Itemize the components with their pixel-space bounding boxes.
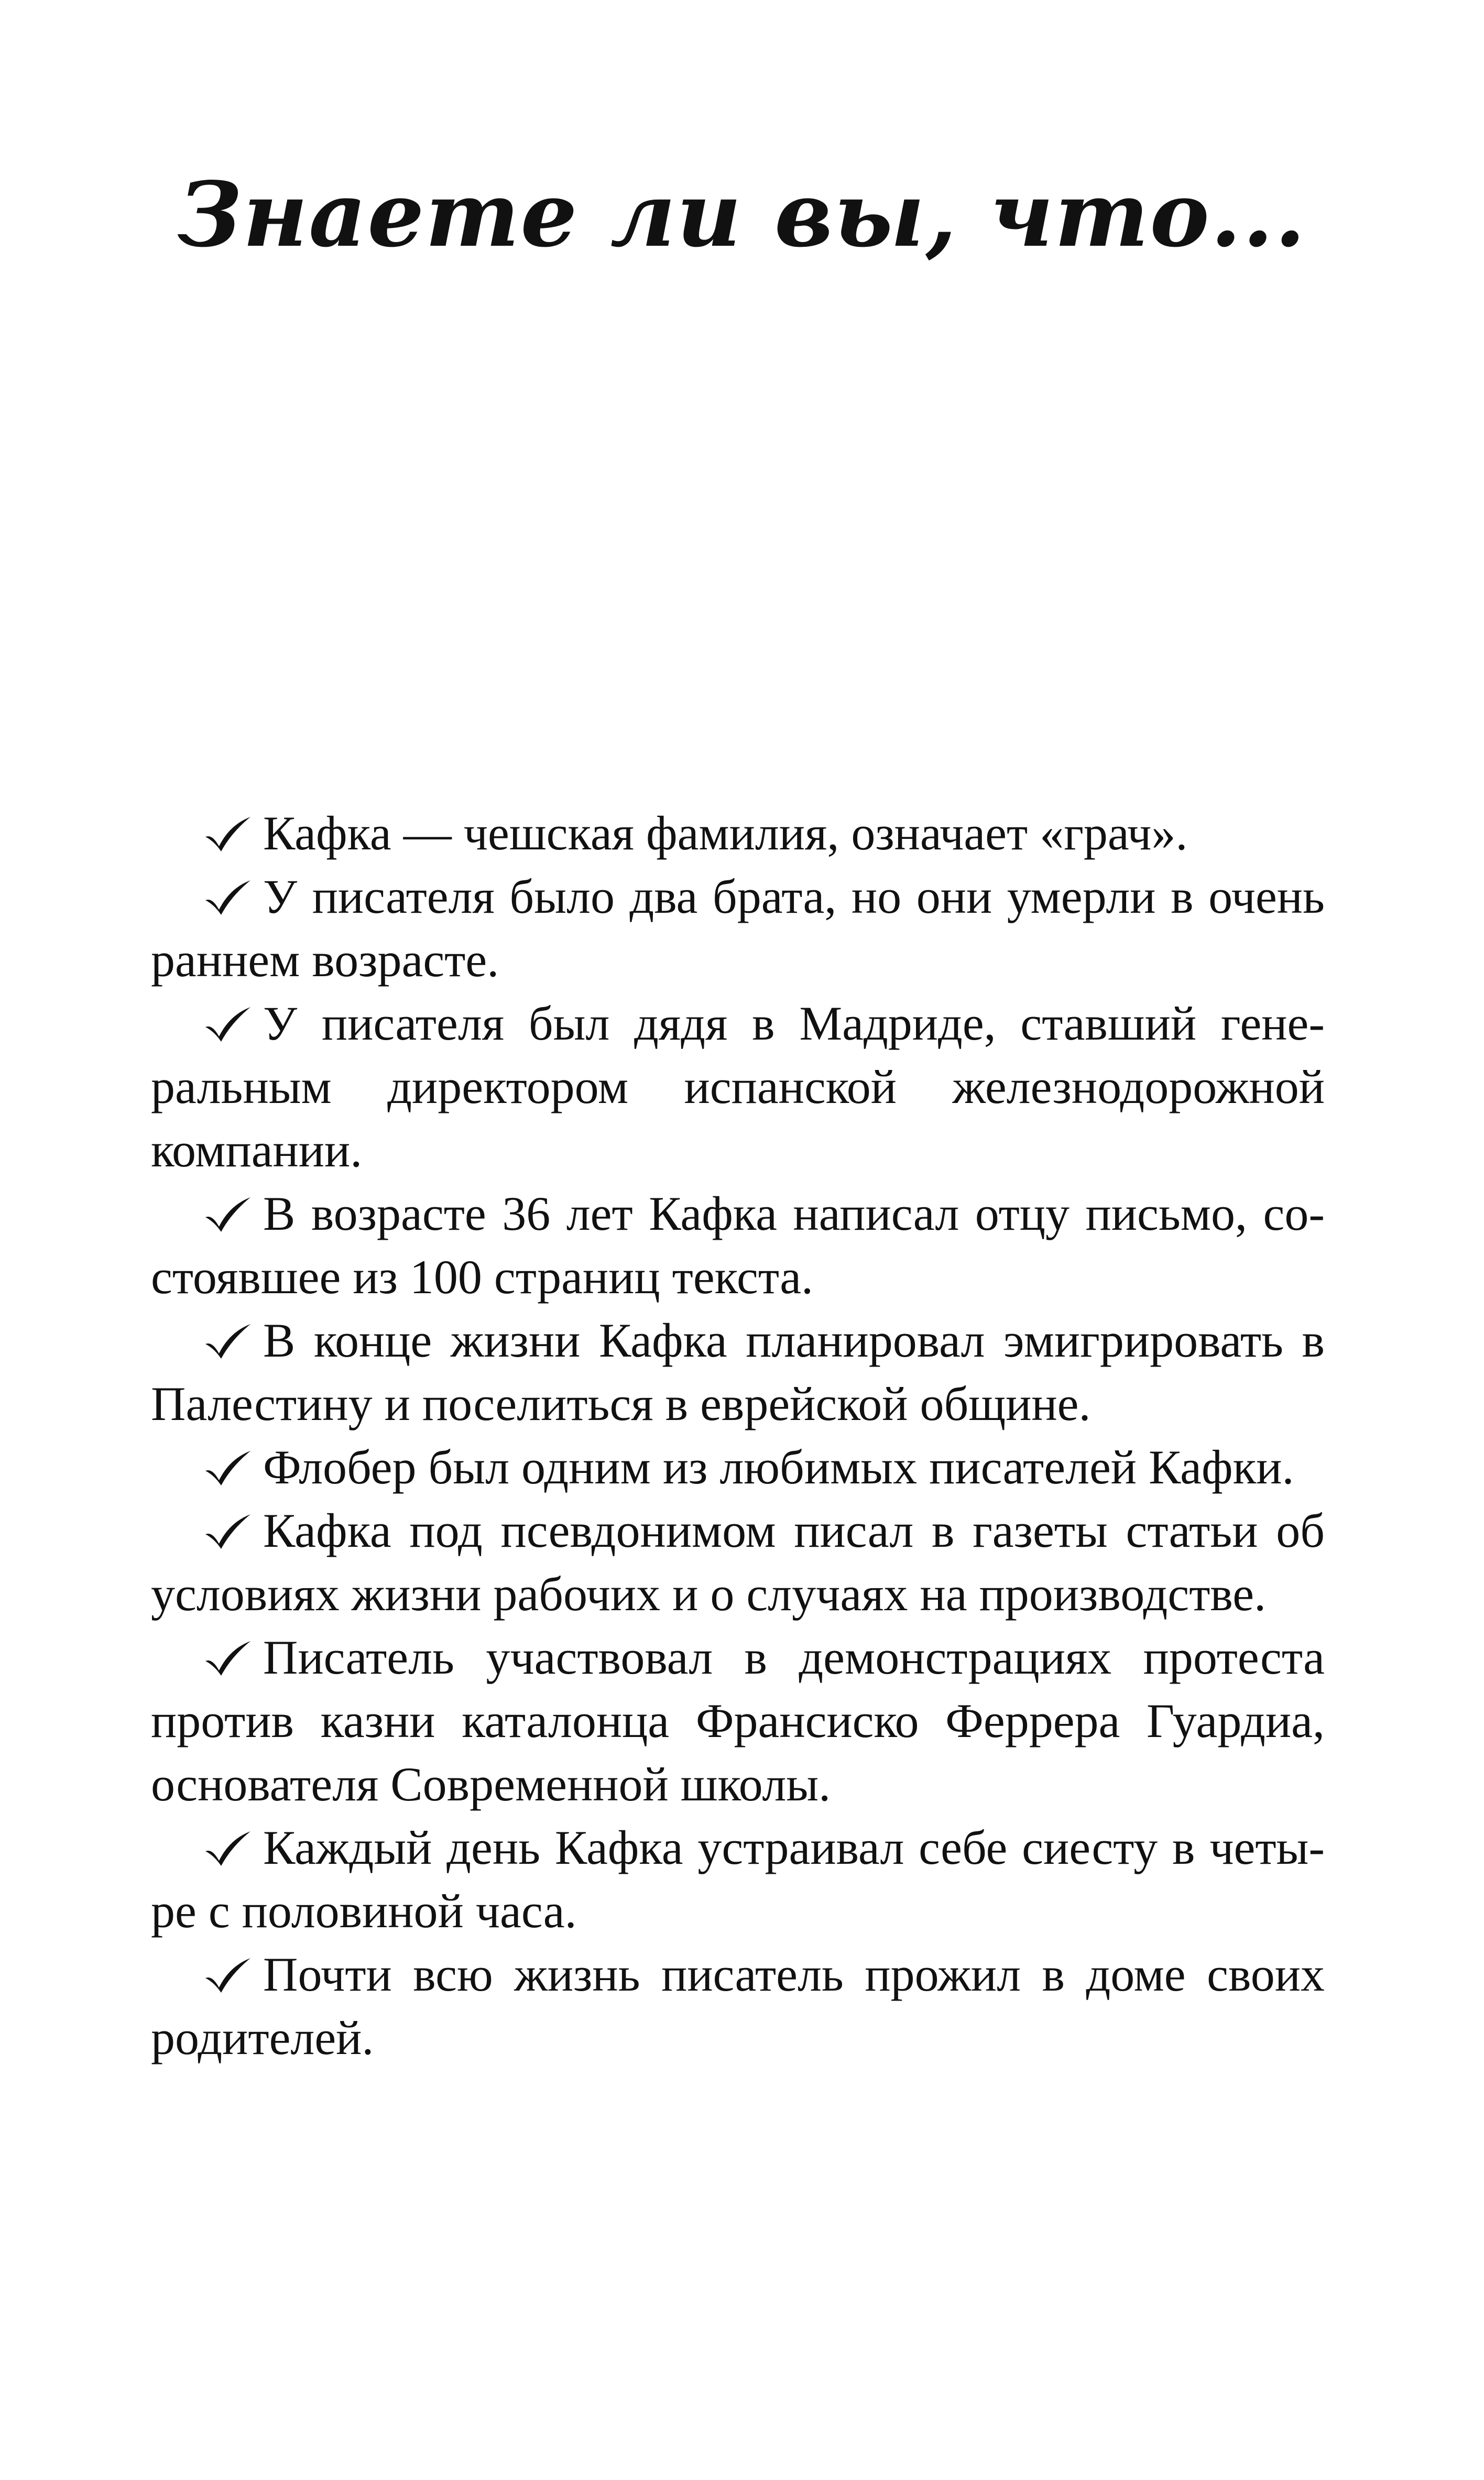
fact-text: Флобер был одним из любимых писателей Кафки. bbox=[263, 1440, 1294, 1494]
checkmark-icon bbox=[203, 1957, 252, 1994]
fact-item bbox=[151, 1816, 1325, 1943]
page-title: Знаете ли вы, что... bbox=[177, 162, 1307, 267]
checkmark-icon bbox=[203, 816, 252, 853]
checkmark-icon bbox=[203, 1196, 252, 1233]
fact-text: Кафка под псевдонимом писал в газеты статьи об условиях жизни рабочих и о случаях на производстве. bbox=[151, 1504, 1325, 1621]
checkmark-icon bbox=[203, 879, 252, 916]
fact-item bbox=[151, 865, 1325, 992]
fact-text: Кафка — чешская фамилия, означает «грач». bbox=[263, 806, 1188, 860]
checkmark-icon bbox=[203, 1830, 252, 1867]
checkmark-icon bbox=[203, 1450, 252, 1487]
fact-item bbox=[151, 1943, 1325, 2070]
fact-text: В возрасте 36 лет Кафка написал отцу письмо, состоявшее из 100 страниц текста. bbox=[151, 1187, 1325, 1304]
fact-item bbox=[151, 1182, 1325, 1309]
fact-item bbox=[151, 1499, 1325, 1626]
fact-item bbox=[151, 1436, 1325, 1499]
checkmark-icon bbox=[203, 1513, 252, 1550]
fact-text: В конце жизни Кафка планировал эмигрировать в Палестину и поселиться в еврейской общине. bbox=[151, 1314, 1325, 1430]
fact-text: Писатель участвовал в демонстрациях протеста против казни каталонца Франсиско Феррера Гуардиа, основателя Современной школы. bbox=[151, 1631, 1325, 1811]
fact-text: У писателя был дядя в Мадриде, ставший генеральным директором испанской железнодорожной компании. bbox=[151, 997, 1325, 1177]
fact-item bbox=[151, 802, 1325, 865]
fact-item bbox=[151, 1626, 1325, 1816]
facts-list bbox=[151, 802, 1325, 2070]
checkmark-icon bbox=[203, 1006, 252, 1043]
fact-text: У писателя было два брата, но они умерли в очень раннем возрасте. bbox=[151, 870, 1325, 987]
fact-item bbox=[151, 992, 1325, 1182]
checkmark-icon bbox=[203, 1323, 252, 1360]
fact-text: Каждый день Кафка устраивал себе сиесту в четыре с половиной часа. bbox=[151, 1821, 1325, 1938]
checkmark-icon bbox=[203, 1640, 252, 1677]
fact-item bbox=[151, 1309, 1325, 1436]
fact-text: Почти всю жизнь писатель прожил в доме своих родителей. bbox=[151, 1948, 1325, 2064]
